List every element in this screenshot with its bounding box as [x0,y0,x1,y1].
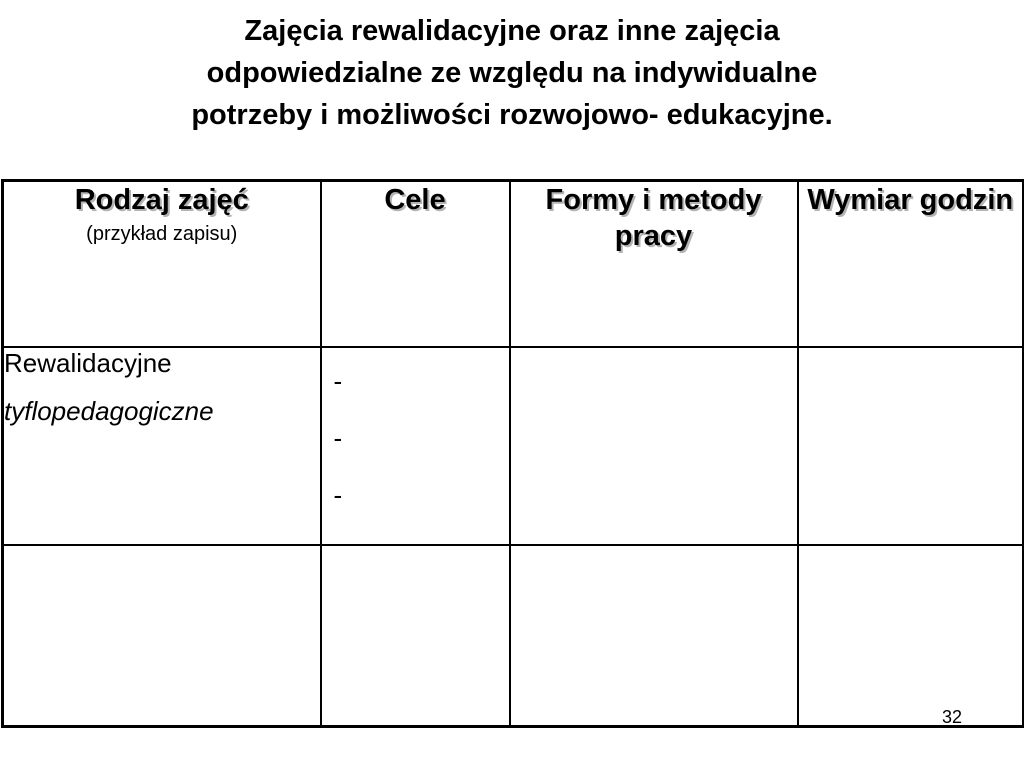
row-1-forms-methods-cell [510,347,798,545]
header-activity-type-example-note: (przykład zapisu) [86,223,238,245]
table-row [3,347,1024,545]
row-2-forms-methods-cell [510,545,798,727]
header-activity-type-label: Rodzaj zajęć [74,184,249,216]
header-cell-goals [321,181,510,347]
header-goals-label: Cele [384,184,446,216]
table-header-row [3,181,1024,347]
header-cell-hours [798,181,1024,347]
row-1-goal-3: - [333,479,343,510]
row-1-goals-list [322,348,509,510]
header-cell-activity-type [3,181,321,347]
slide-title-line-3: potrzeby i możliwości rozwojowo- edukacyjne. [191,99,833,131]
row-1-hours-cell [798,347,1024,545]
row-1-goal-1: - [333,365,343,396]
slide-title-line-2: odpowiedzialne ze względu na indywidualne [206,57,818,89]
row-1-activity-type: Rewalidacyjne [4,347,172,378]
header-hours-label: Wymiar godzin [807,184,1014,216]
header-cell-forms-methods [510,181,798,347]
header-forms-methods-label: Formy i metody pracy [545,184,762,252]
page-number: 32 [941,707,963,727]
table-row [3,545,1024,727]
activities-table [1,179,1024,728]
row-2-goals-cell [321,545,510,727]
row-2-hours-cell [798,545,1024,727]
row-1-activity-type-detail: tyflopedagogiczne [4,395,214,426]
slide-title-line-1: Zajęcia rewalidacyjne oraz inne zajęcia [244,15,780,47]
row-1-goal-2: - [333,422,343,453]
slide-title [40,10,984,136]
row-2-activity-type-cell [3,545,321,727]
row-1-activity-type-cell [3,347,321,545]
row-1-goals-cell [321,347,510,545]
